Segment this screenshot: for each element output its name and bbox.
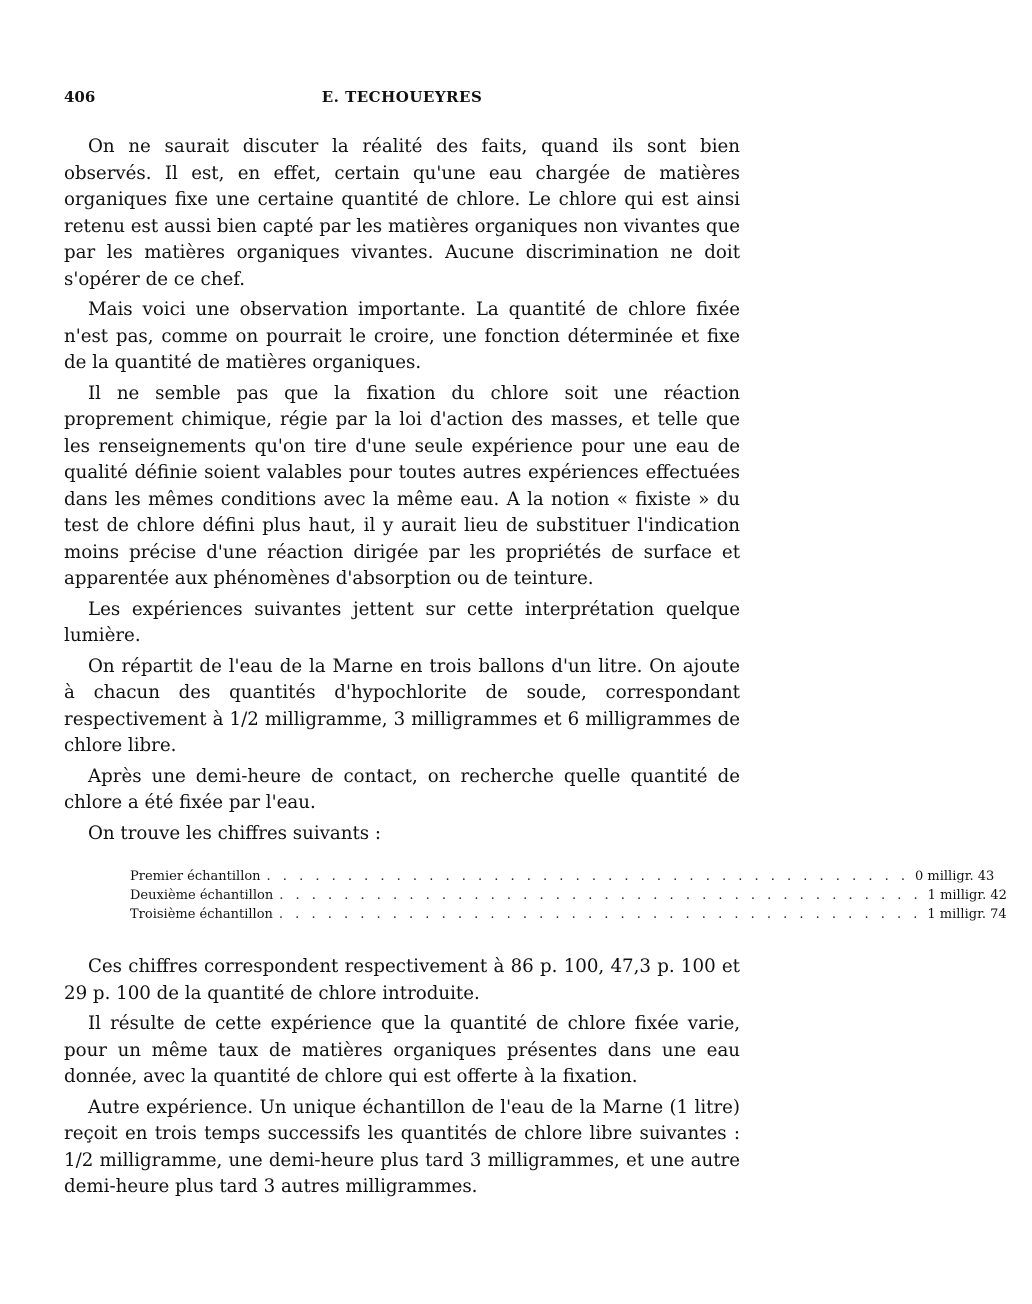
table-row [130,905,1007,924]
paragraph: On trouve les chiffres suivants : [88,822,382,844]
sample-label: Premier échantillon [130,869,261,884]
paragraph: Après une demi-heure de contact, on recherche quelle quantité de chlore a été fixée par l'eau. [64,765,740,813]
chlorine-value: 1 milligr. 74 [927,907,1007,922]
table-row [130,867,995,886]
paragraph: Autre expérience. Un unique échantillon de l'eau de la Marne (1 litre) reçoit en trois temps successifs les quantités de chlore libre suivantes : 1/2 milligramme, une demi-heure plus tard 3 milligrammes, et une autre demi-heure plus tard 3 autres milligrammes. [64,1096,740,1197]
page-header [64,88,740,114]
chlorine-value: 0 milligr. 43 [915,869,995,884]
dot-leader: . . . . . . . . . . . . . . . . . . . . . . . . . . . . . . . . . . . . . . . . [278,907,922,922]
body-text [64,134,1007,1201]
sample-label: Deuxième échantillon [130,888,274,903]
running-head: E. TECHOUEYRES [321,88,483,106]
dot-leader: . . . . . . . . . . . . . . . . . . . . . . . . . . . . . . . . . . . . . . . . [266,869,910,884]
chlorine-value: 1 milligr. 42 [927,888,1007,903]
paragraph: On répartit de l'eau de la Marne en trois ballons d'un litre. On ajoute à chacun des quantités d'hypochlorite de soude, correspondant respectivement à 1/2 milligramme, 3 milligrammes et 6 milligrammes de chlore libre. [64,655,740,756]
book-page [64,88,1007,1205]
paragraph: Il ne semble pas que la fixation du chlore soit une réaction proprement chimique, régie par la loi d'action des masses, et telle que les renseignements qu'on tire d'une seule expérience pour une eau de qualité définie soient valables pour toutes autres expériences effectuées dans les mêmes conditions avec la même eau. A la notion « fixiste » du test de chlore défini plus haut, il y aurait lieu de substituer l'indication moins précise d'une réaction dirigée par les propriétés de surface et apparentée aux phénomènes d'absorption ou de teinture. [64,382,740,589]
dot-leader: . . . . . . . . . . . . . . . . . . . . . . . . . . . . . . . . . . . . . . . . [279,888,922,903]
sample-label: Troisième échantillon [130,907,273,922]
paragraph: Ces chiffres correspondent respectivement à 86 p. 100, 47,3 p. 100 et 29 p. 100 de la quantité de chlore introduite. [64,956,740,1004]
paragraph: On ne saurait discuter la réalité des faits, quand ils sont bien observés. Il est, en effet, certain qu'une eau chargée de matières organiques fixe une certaine quantité de chlore. Le chlore qui est ainsi retenu est aussi bien capté par les matières organiques non vivantes que par les matières organiques vivantes. Aucune discrimination ne doit s'opérer de ce chef. [64,136,740,290]
paragraph: Mais voici une observation importante. La quantité de chlore fixée n'est pas, comme on pourrait le croire, une fonction déterminée et fixe de la quantité de matières organiques. [64,299,740,373]
page-number: 406 [64,88,96,106]
paragraph: Il résulte de cette expérience que la quantité de chlore fixée varie, pour un même taux de matières organiques présentes dans une eau donnée, avec la quantité de chlore qui est offerte à la fixation. [64,1013,740,1087]
results-table [130,867,1007,924]
paragraph: Les expériences suivantes jettent sur cette interprétation quelque lumière. [64,598,740,646]
table-row [130,886,1007,905]
